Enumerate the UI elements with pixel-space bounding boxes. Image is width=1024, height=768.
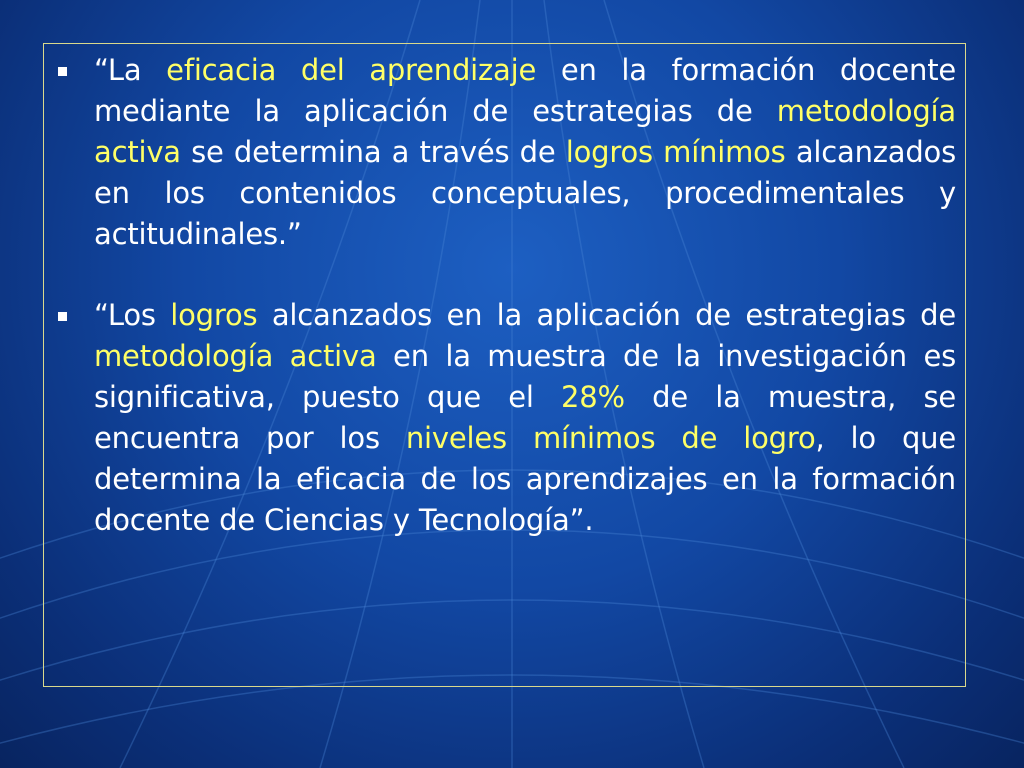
highlighted-text: metodología activa	[94, 339, 377, 373]
bullet-text	[94, 295, 956, 541]
highlighted-text: metodología activa	[94, 94, 956, 169]
square-bullet-icon	[58, 312, 67, 321]
highlighted-text: logros mínimos	[565, 135, 786, 169]
highlighted-text: 28%	[561, 380, 625, 414]
text-segment: “Los	[94, 298, 171, 332]
bullet-list	[50, 50, 956, 581]
bullet-text	[94, 50, 956, 255]
text-segment: “La	[94, 53, 167, 87]
text-segment: alcanzados en la aplicación de estrategias de	[257, 298, 956, 332]
bullet-item	[50, 295, 956, 541]
bullet-item	[50, 50, 956, 255]
highlighted-text: niveles mínimos de logro	[405, 421, 816, 455]
text-segment: en la muestra de la investigación es significativa, puesto que el	[94, 339, 956, 414]
text-segment: se determina a través de	[180, 135, 566, 169]
text-segment: en la formación docente mediante la aplicación de estrategias de	[94, 53, 957, 128]
square-bullet-icon	[58, 67, 67, 76]
highlighted-text: logros	[170, 298, 258, 332]
text-segment: alcanzados en los contenidos conceptuales, procedimentales y actitudinales.”	[94, 135, 957, 251]
text-segment: , lo que determina la eficacia de los aprendizajes en la formación docente de Ciencias y Tecnología”.	[94, 421, 956, 537]
text-segment: de la muestra, se encuentra por los	[94, 380, 956, 455]
highlighted-text: eficacia del aprendizaje	[166, 53, 537, 87]
